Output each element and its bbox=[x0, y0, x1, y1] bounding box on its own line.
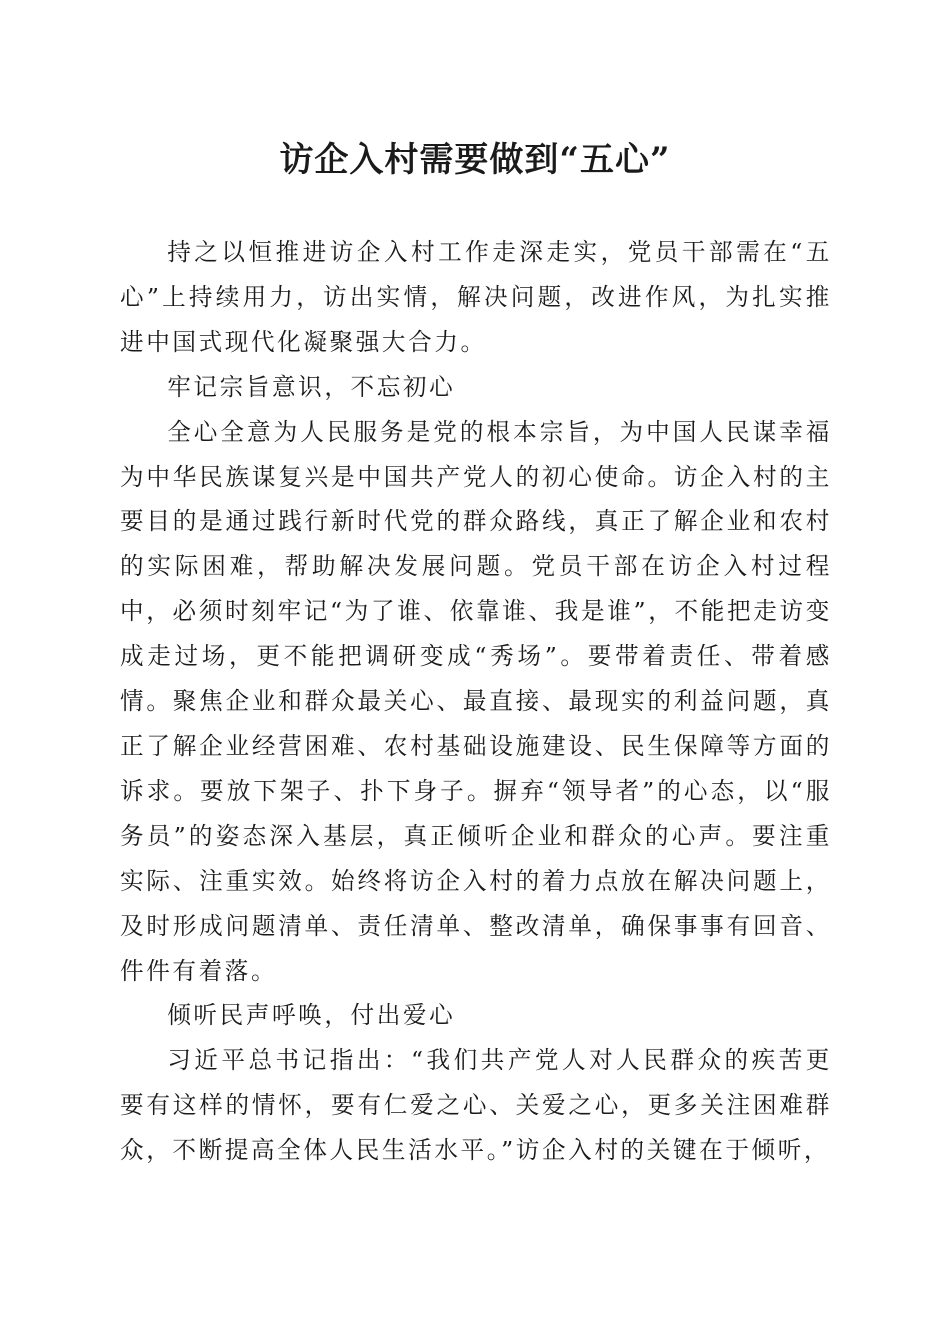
document-body bbox=[120, 230, 832, 1173]
section-heading-2: 倾听民声呼唤，付出爱心 bbox=[167, 1001, 456, 1030]
section-1-paragraph: 全心全意为人民服务是党的根本宗旨，为中国人民谋幸福为中华民族谋复兴是中国共产党人的初心使命。访企入村的主要目的是通过践行新时代党的群众路线，真正了解企业和农村的实际困难，帮助解决发展问题。党员干部在访企入村过程中，必须时刻牢记“为了谁、依靠谁、我是谁”，不能把走访变成走过场，更不能把调研变成“秀场”。要带着责任、带着感情。聚焦企业和群众最关心、最直接、最现实的利益问题，真正了解企业经营困难、农村基础设施建设、民生保障等方面的诉求。要放下架子、扑下身子。摒弃“领导者”的心态，以“服务员”的姿态深入基层，真正倾听企业和群众的心声。要注重实际、注重实效。始终将访企入村的着力点放在解决问题上，及时形成问题清单、责任清单、整改清单，确保事事有回音、件件有着落。 bbox=[120, 417, 832, 985]
section-2-paragraph: 习近平总书记指出：“我们共产党人对人民群众的疾苦更要有这样的情怀，要有仁爱之心、关爱之心，更多关注困难群众，不断提高全体人民生活水平。”访企入村的关键在于倾听， bbox=[120, 1046, 832, 1165]
intro-paragraph: 持之以恒推进访企入村工作走深走实，党员干部需在“五心”上持续用力，访出实情，解决问题，改进作风，为扎实推进中国式现代化凝聚强大合力。 bbox=[120, 238, 832, 356]
section-heading-1: 牢记宗旨意识，不忘初心 bbox=[167, 372, 456, 401]
document-title: 访企入村需要做到“五心” bbox=[279, 140, 671, 180]
